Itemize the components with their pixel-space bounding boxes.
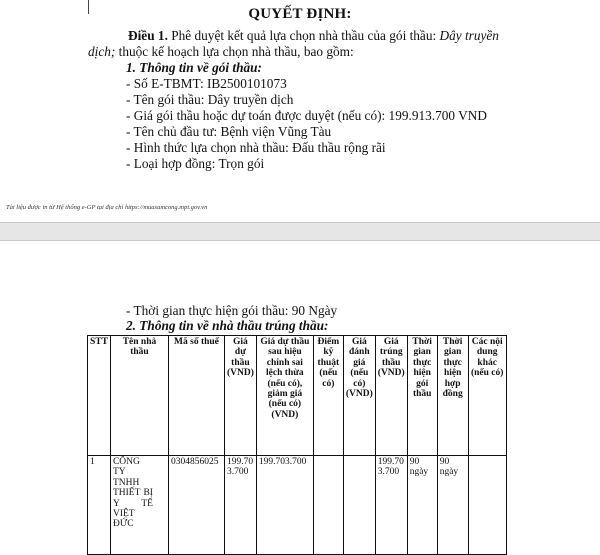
decision-title: QUYẾT ĐỊNH: — [248, 6, 352, 22]
document-page-1 — [0, 0, 600, 223]
header-winning-price: Giá trúng thầu (VND) — [375, 336, 407, 456]
header-stt: STT — [88, 336, 111, 456]
header-other-content: Các nội dung khác (nếu có) — [468, 336, 506, 456]
section-2-heading: 2. Thông tin về nhà thầu trúng thầu: — [126, 318, 329, 333]
cell-stt: 1 — [88, 456, 111, 555]
page-footer: Tài liệu được in từ Hệ thống e-GP tại địa chỉ https://muasamcong.mpi.gov.vn — [6, 204, 208, 211]
info-item: - Tên gói thầu: Dây truyền dịch — [126, 92, 294, 107]
article-text-1: Phê duyệt kết quả lựa chọn nhà thầu của gói thầu: — [167, 28, 440, 43]
header-evaluated-price: Giá đánh giá (nếu có) (VND) — [343, 336, 375, 456]
header-tax-code: Mã số thuế — [168, 336, 224, 456]
table-row — [88, 456, 507, 555]
cell-other-content — [468, 456, 506, 555]
section-1-heading: 1. Thông tin về gói thầu: — [126, 60, 262, 75]
cell-contractor-name — [110, 456, 168, 555]
info-item: - Số E-TBMT: IB2500101073 — [126, 76, 287, 91]
header-adjusted-bid-price: Giá dự thầu sau hiệu chỉnh sai lệch thừa (nếu có), giảm giá (nếu có) (VND) — [256, 336, 313, 456]
table-header-row — [88, 336, 507, 456]
duration-line: - Thời gian thực hiện gói thầu: 90 Ngày — [126, 303, 338, 318]
header-bid-price: Giá dự thầu (VND) — [224, 336, 256, 456]
article-package-2: dịch; — [88, 44, 116, 59]
contractor-name-text: CÔNG TY TNHH THIẾT BỊ Y TẾ VIỆT ĐỨC — [112, 457, 153, 530]
info-item: - Hình thức lựa chọn nhà thầu: Đấu thầu rộng rãi — [126, 140, 386, 155]
document-page-2 — [0, 240, 600, 555]
info-item: - Loại hợp đồng: Trọn gói — [126, 156, 265, 171]
cell-evaluated-price — [343, 456, 375, 555]
cell-technical-score — [313, 456, 343, 555]
article-1-line-1 — [128, 28, 499, 44]
cell-tax-code: 0304856025 — [168, 456, 224, 555]
article-text-2: thuộc kế hoạch lựa chọn nhà thầu, bao gồm: — [115, 44, 354, 59]
info-item: - Tên chủ đầu tư: Bệnh viện Vũng Tàu — [126, 124, 332, 139]
cell-bid-price: 199.703.700 — [224, 456, 256, 555]
article-label: Điều 1. — [128, 28, 168, 43]
header-contractor-name: Tên nhà thầu — [110, 336, 168, 456]
info-item: - Giá gói thầu hoặc dự toán được duyệt (nếu có): 199.913.700 VND — [126, 108, 487, 123]
article-1-line-2 — [88, 44, 354, 60]
header-package-duration: Thời gian thực hiện gói thầu — [407, 336, 437, 456]
header-contract-duration: Thời gian thực hiện hợp đồng — [437, 336, 468, 456]
article-package-1: Dây truyền — [439, 28, 499, 43]
header-technical-score: Điểm kỹ thuật (nếu có) — [313, 336, 343, 456]
cell-package-duration: 90 ngày — [407, 456, 437, 555]
cell-contract-duration: 90 ngày — [437, 456, 468, 555]
cell-winning-price: 199.703.700 — [375, 456, 407, 555]
cell-adjusted-bid-price: 199.703.700 — [256, 456, 313, 555]
winning-bidder-table — [87, 335, 507, 555]
